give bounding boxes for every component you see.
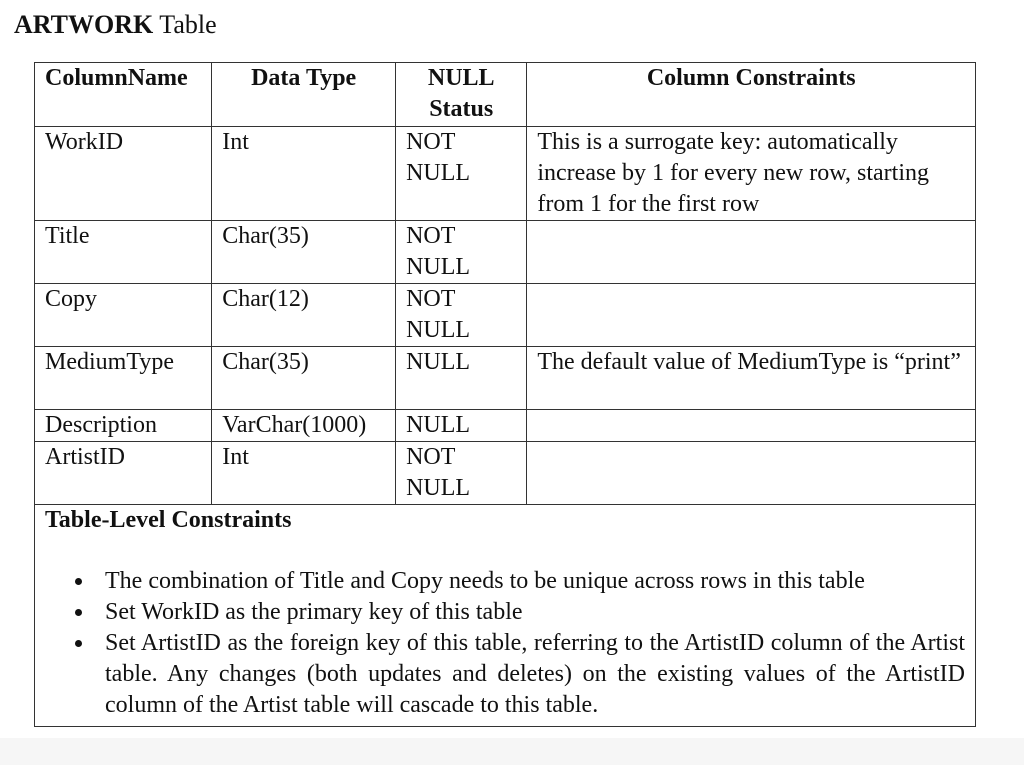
cell-null-status: NULL bbox=[396, 347, 527, 410]
cell-column-name: Description bbox=[35, 410, 212, 442]
cell-null-status: NOT NULL bbox=[396, 127, 527, 221]
header-column-constraints: Column Constraints bbox=[527, 63, 976, 127]
cell-column-name: WorkID bbox=[35, 127, 212, 221]
cell-null-status: NOT NULL bbox=[396, 221, 527, 284]
cell-null-status: NULL bbox=[396, 410, 527, 442]
list-item: • The combination of Title and Copy needs to be unique across rows in this table bbox=[95, 566, 965, 597]
document-title bbox=[14, 10, 217, 40]
cell-column-constraint bbox=[527, 284, 976, 347]
cell-column-name: Title bbox=[35, 221, 212, 284]
cell-column-constraint bbox=[527, 221, 976, 284]
header-data-type: Data Type bbox=[212, 63, 396, 127]
cell-null-status: NOT NULL bbox=[396, 442, 527, 505]
table-name: ARTWORK bbox=[14, 10, 154, 39]
cell-data-type: Char(35) bbox=[212, 221, 396, 284]
cell-data-type: Char(35) bbox=[212, 347, 396, 410]
cell-data-type: VarChar(1000) bbox=[212, 410, 396, 442]
list-item: • Set WorkID as the primary key of this table bbox=[95, 597, 965, 628]
table-level-constraints-list bbox=[45, 566, 965, 721]
cell-column-constraint bbox=[527, 442, 976, 505]
cell-column-name: MediumType bbox=[35, 347, 212, 410]
header-column-name: ColumnName bbox=[35, 63, 212, 127]
cell-column-constraint: This is a surrogate key: automatically increase by 1 for every new row, starting from 1 for the first row bbox=[527, 127, 976, 221]
table-row bbox=[35, 410, 976, 442]
table-row bbox=[35, 347, 976, 410]
table-level-constraints-title: Table-Level Constraints bbox=[45, 507, 292, 533]
cell-data-type: Int bbox=[212, 442, 396, 505]
table-level-constraints-row bbox=[35, 505, 976, 727]
table-row bbox=[35, 221, 976, 284]
table-row bbox=[35, 284, 976, 347]
cell-null-status: NOT NULL bbox=[396, 284, 527, 347]
table-row bbox=[35, 127, 976, 221]
cell-column-constraint bbox=[527, 410, 976, 442]
cell-column-constraint: The default value of MediumType is “print” bbox=[527, 347, 976, 410]
header-row bbox=[35, 63, 976, 127]
table-row bbox=[35, 442, 976, 505]
title-suffix: Table bbox=[153, 10, 217, 39]
list-item: • Set ArtistID as the foreign key of this table, referring to the ArtistID column of the Artist table. Any changes (both updates and deletes) on the existing values of the ArtistID column of the Artist table will cascade to this table. bbox=[95, 628, 965, 721]
cell-column-name: ArtistID bbox=[35, 442, 212, 505]
cell-data-type: Int bbox=[212, 127, 396, 221]
cell-data-type: Char(12) bbox=[212, 284, 396, 347]
cell-column-name: Copy bbox=[35, 284, 212, 347]
artwork-table bbox=[34, 62, 976, 727]
table-level-constraints-cell bbox=[35, 505, 976, 727]
header-null-status: NULL Status bbox=[396, 63, 527, 127]
